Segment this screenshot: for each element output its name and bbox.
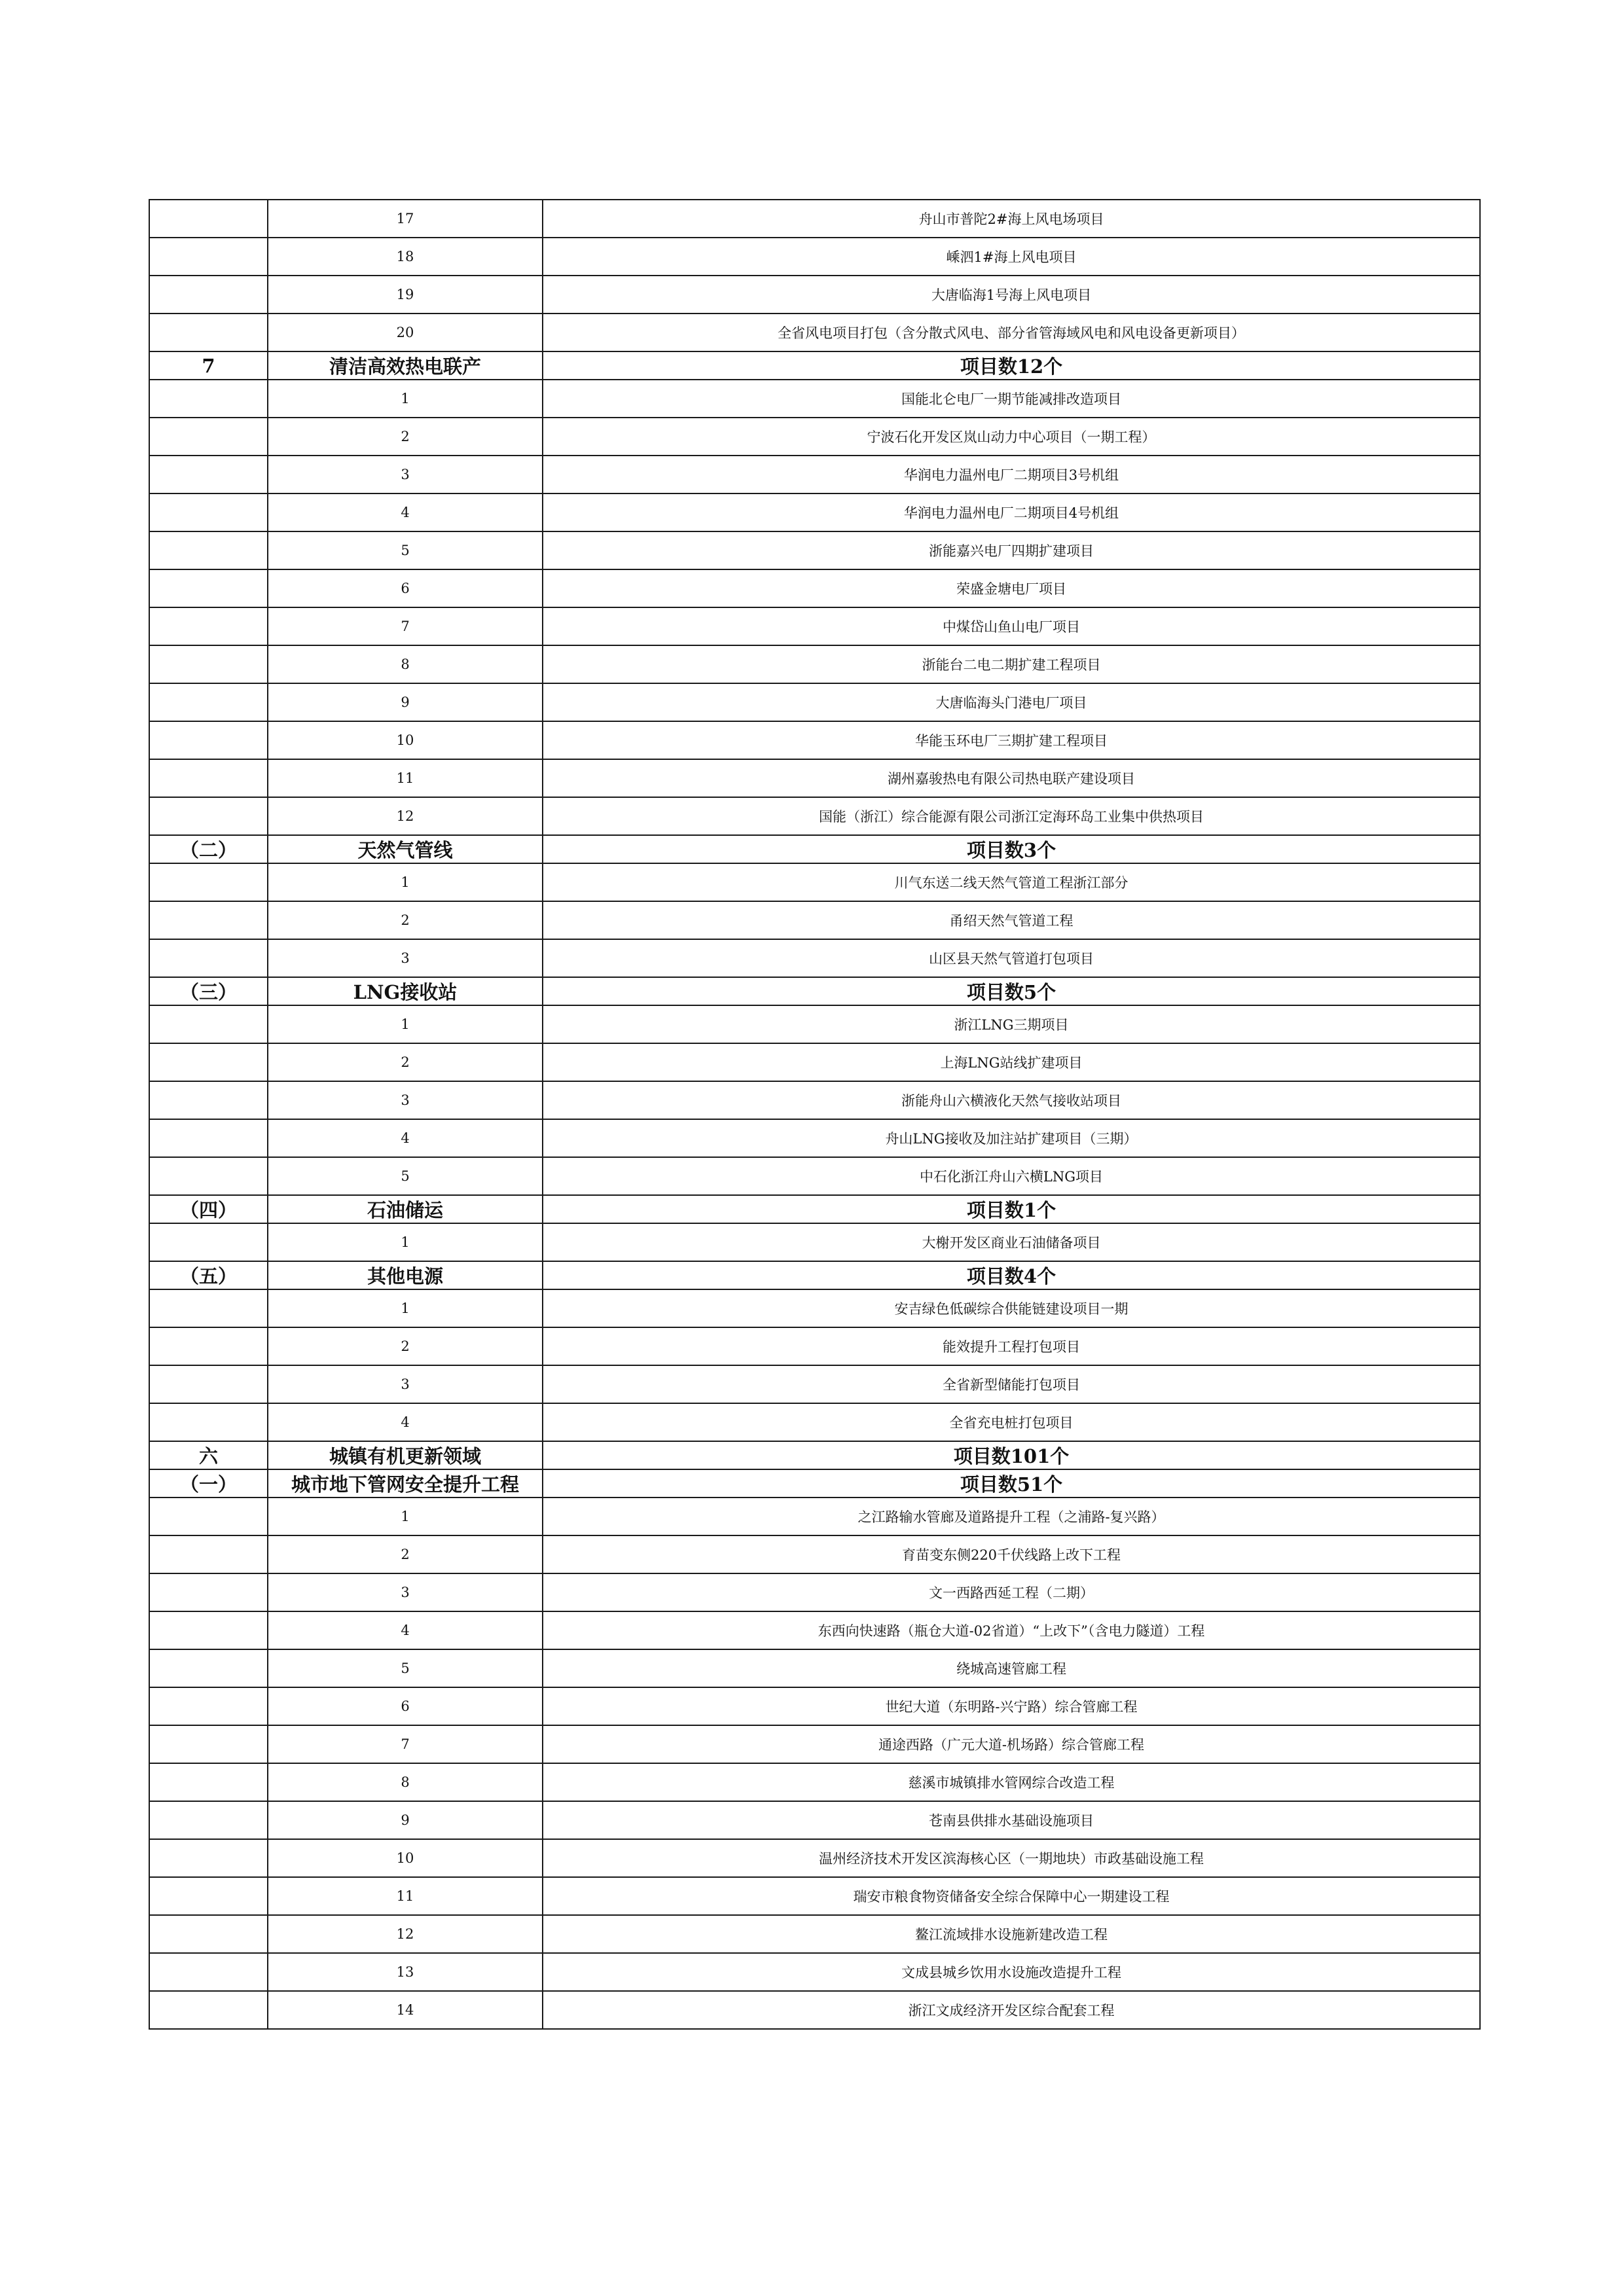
item-number: 3 [268,456,543,493]
empty-cell [149,1611,268,1649]
empty-cell [149,607,268,645]
section-project-count: 项目数1个 [543,1195,1480,1223]
item-number: 5 [268,1157,543,1195]
item-number: 4 [268,493,543,531]
table-row [149,456,1480,493]
project-name: 苍南县供排水基础设施项目 [543,1801,1480,1839]
table-row [149,1687,1480,1725]
project-name: 温州经济技术开发区滨海核心区（一期地块）市政基础设施工程 [543,1839,1480,1877]
item-number: 11 [268,1877,543,1915]
section-number: （二） [149,835,268,863]
section-number: （一） [149,1469,268,1498]
item-number: 6 [268,569,543,607]
section-header-row [149,351,1480,380]
item-number: 2 [268,1327,543,1365]
section-project-count: 项目数3个 [543,835,1480,863]
project-name: 大唐临海1号海上风电项目 [543,276,1480,314]
project-name: 嵊泗1#海上风电项目 [543,238,1480,276]
table-row [149,276,1480,314]
item-number: 4 [268,1403,543,1441]
table-row [149,1289,1480,1327]
table-row [149,1915,1480,1953]
table-row [149,1763,1480,1801]
table-row [149,1119,1480,1157]
project-name: 大榭开发区商业石油储备项目 [543,1223,1480,1261]
project-name: 宁波石化开发区岚山动力中心项目（一期工程） [543,418,1480,456]
empty-cell [149,1801,268,1839]
empty-cell [149,276,268,314]
table-row [149,1991,1480,2029]
project-name: 华润电力温州电厂二期项目3号机组 [543,456,1480,493]
table-row [149,531,1480,569]
empty-cell [149,1725,268,1763]
empty-cell [149,1119,268,1157]
section-header-row [149,1195,1480,1223]
item-number: 13 [268,1953,543,1991]
project-name: 育苗变东侧220千伏线路上改下工程 [543,1535,1480,1573]
empty-cell [149,569,268,607]
table-row [149,1649,1480,1687]
empty-cell [149,200,268,238]
table-row [149,380,1480,418]
empty-cell [149,1223,268,1261]
item-number: 12 [268,797,543,835]
table-row [149,1327,1480,1365]
project-name: 浙能舟山六横液化天然气接收站项目 [543,1081,1480,1119]
project-name: 浙能台二电二期扩建工程项目 [543,645,1480,683]
project-name: 中石化浙江舟山六横LNG项目 [543,1157,1480,1195]
empty-cell [149,1763,268,1801]
item-number: 18 [268,238,543,276]
table-row [149,1611,1480,1649]
project-name: 山区县天然气管道打包项目 [543,939,1480,977]
item-number: 5 [268,1649,543,1687]
item-number: 2 [268,1043,543,1081]
project-name: 安吉绿色低碳综合供能链建设项目一期 [543,1289,1480,1327]
table-row [149,1953,1480,1991]
project-name: 舟山LNG接收及加注站扩建项目（三期） [543,1119,1480,1157]
project-name: 国能北仑电厂一期节能减排改造项目 [543,380,1480,418]
project-name: 舟山市普陀2#海上风电场项目 [543,200,1480,238]
table-row [149,1801,1480,1839]
empty-cell [149,1157,268,1195]
empty-cell [149,759,268,797]
empty-cell [149,1535,268,1573]
section-number: （三） [149,977,268,1005]
empty-cell [149,418,268,456]
item-number: 17 [268,200,543,238]
section-title: 石油储运 [268,1195,543,1223]
item-number: 4 [268,1119,543,1157]
table-row [149,645,1480,683]
item-number: 10 [268,721,543,759]
project-name: 浙江文成经济开发区综合配套工程 [543,1991,1480,2029]
table-row [149,759,1480,797]
item-number: 3 [268,1365,543,1403]
project-name: 国能（浙江）综合能源有限公司浙江定海环岛工业集中供热项目 [543,797,1480,835]
section-title: 其他电源 [268,1261,543,1289]
section-project-count: 项目数101个 [543,1441,1480,1469]
section-number: 7 [149,351,268,380]
project-name: 华能玉环电厂三期扩建工程项目 [543,721,1480,759]
item-number: 1 [268,1223,543,1261]
item-number: 20 [268,314,543,351]
empty-cell [149,238,268,276]
table-row [149,1365,1480,1403]
section-project-count: 项目数51个 [543,1469,1480,1498]
empty-cell [149,1573,268,1611]
table-row [149,418,1480,456]
item-number: 19 [268,276,543,314]
empty-cell [149,531,268,569]
table-row [149,797,1480,835]
section-project-count: 项目数5个 [543,977,1480,1005]
section-number: （五） [149,1261,268,1289]
section-header-row [149,835,1480,863]
empty-cell [149,939,268,977]
item-number: 11 [268,759,543,797]
project-name: 浙能嘉兴电厂四期扩建项目 [543,531,1480,569]
project-name: 川气东送二线天然气管道工程浙江部分 [543,863,1480,901]
empty-cell [149,721,268,759]
item-number: 10 [268,1839,543,1877]
table-row [149,939,1480,977]
table-row [149,1573,1480,1611]
empty-cell [149,1327,268,1365]
section-title: 城镇有机更新领域 [268,1441,543,1469]
empty-cell [149,1005,268,1043]
item-number: 8 [268,1763,543,1801]
item-number: 2 [268,418,543,456]
table-row [149,1043,1480,1081]
item-number: 3 [268,1573,543,1611]
project-name: 文成县城乡饮用水设施改造提升工程 [543,1953,1480,1991]
empty-cell [149,797,268,835]
project-name: 文一西路西延工程（二期） [543,1573,1480,1611]
project-name: 鳌江流域排水设施新建改造工程 [543,1915,1480,1953]
project-name: 全省充电桩打包项目 [543,1403,1480,1441]
item-number: 3 [268,1081,543,1119]
item-number: 14 [268,1991,543,2029]
empty-cell [149,863,268,901]
project-name: 东西向快速路（瓶仓大道-02省道）“上改下”（含电力隧道）工程 [543,1611,1480,1649]
table-row [149,901,1480,939]
project-name: 大唐临海头门港电厂项目 [543,683,1480,721]
table-row [149,1498,1480,1535]
section-project-count: 项目数12个 [543,351,1480,380]
project-name: 上海LNG站线扩建项目 [543,1043,1480,1081]
project-name: 慈溪市城镇排水管网综合改造工程 [543,1763,1480,1801]
project-name: 全省新型储能打包项目 [543,1365,1480,1403]
project-name: 湖州嘉骏热电有限公司热电联产建设项目 [543,759,1480,797]
project-name: 全省风电项目打包（含分散式风电、部分省管海域风电和风电设备更新项目） [543,314,1480,351]
project-name: 世纪大道（东明路-兴宁路）综合管廊工程 [543,1687,1480,1725]
empty-cell [149,1877,268,1915]
item-number: 7 [268,607,543,645]
empty-cell [149,645,268,683]
table-row [149,683,1480,721]
empty-cell [149,1687,268,1725]
item-number: 5 [268,531,543,569]
section-title: 天然气管线 [268,835,543,863]
project-table-body [149,200,1480,2029]
table-row [149,1839,1480,1877]
table-row [149,1005,1480,1043]
project-name: 荣盛金塘电厂项目 [543,569,1480,607]
section-header-row [149,1469,1480,1498]
item-number: 9 [268,683,543,721]
table-row [149,1223,1480,1261]
item-number: 3 [268,939,543,977]
project-name: 通途西路（广元大道-机场路）综合管廊工程 [543,1725,1480,1763]
table-row [149,1157,1480,1195]
empty-cell [149,1953,268,1991]
project-name: 中煤岱山鱼山电厂项目 [543,607,1480,645]
section-project-count: 项目数4个 [543,1261,1480,1289]
empty-cell [149,456,268,493]
section-header-row [149,1441,1480,1469]
empty-cell [149,1839,268,1877]
table-row [149,314,1480,351]
table-row [149,569,1480,607]
project-name: 能效提升工程打包项目 [543,1327,1480,1365]
item-number: 1 [268,1289,543,1327]
item-number: 2 [268,901,543,939]
item-number: 1 [268,1005,543,1043]
item-number: 6 [268,1687,543,1725]
table-row [149,721,1480,759]
item-number: 1 [268,1498,543,1535]
section-header-row [149,977,1480,1005]
section-number: （四） [149,1195,268,1223]
item-number: 9 [268,1801,543,1839]
table-row [149,1725,1480,1763]
item-number: 12 [268,1915,543,1953]
project-name: 之江路输水管廊及道路提升工程（之浦路-复兴路） [543,1498,1480,1535]
project-name: 绕城高速管廊工程 [543,1649,1480,1687]
table-row [149,607,1480,645]
table-row [149,200,1480,238]
table-row [149,1535,1480,1573]
item-number: 2 [268,1535,543,1573]
section-title: 清洁高效热电联产 [268,351,543,380]
item-number: 7 [268,1725,543,1763]
empty-cell [149,380,268,418]
item-number: 8 [268,645,543,683]
item-number: 4 [268,1611,543,1649]
section-header-row [149,1261,1480,1289]
table-row [149,238,1480,276]
table-row [149,1081,1480,1119]
empty-cell [149,493,268,531]
item-number: 1 [268,380,543,418]
empty-cell [149,1289,268,1327]
empty-cell [149,1915,268,1953]
table-row [149,1877,1480,1915]
empty-cell [149,1403,268,1441]
section-number: 六 [149,1441,268,1469]
project-name: 华润电力温州电厂二期项目4号机组 [543,493,1480,531]
empty-cell [149,1498,268,1535]
empty-cell [149,1991,268,2029]
table-row [149,1403,1480,1441]
project-name: 甬绍天然气管道工程 [543,901,1480,939]
table-row [149,493,1480,531]
project-name: 瑞安市粮食物资储备安全综合保障中心一期建设工程 [543,1877,1480,1915]
section-title: LNG接收站 [268,977,543,1005]
table-row [149,863,1480,901]
empty-cell [149,1081,268,1119]
empty-cell [149,1365,268,1403]
item-number: 1 [268,863,543,901]
empty-cell [149,314,268,351]
empty-cell [149,901,268,939]
empty-cell [149,1649,268,1687]
empty-cell [149,1043,268,1081]
section-title: 城市地下管网安全提升工程 [268,1469,543,1498]
project-name: 浙江LNG三期项目 [543,1005,1480,1043]
project-table [149,199,1481,2030]
empty-cell [149,683,268,721]
